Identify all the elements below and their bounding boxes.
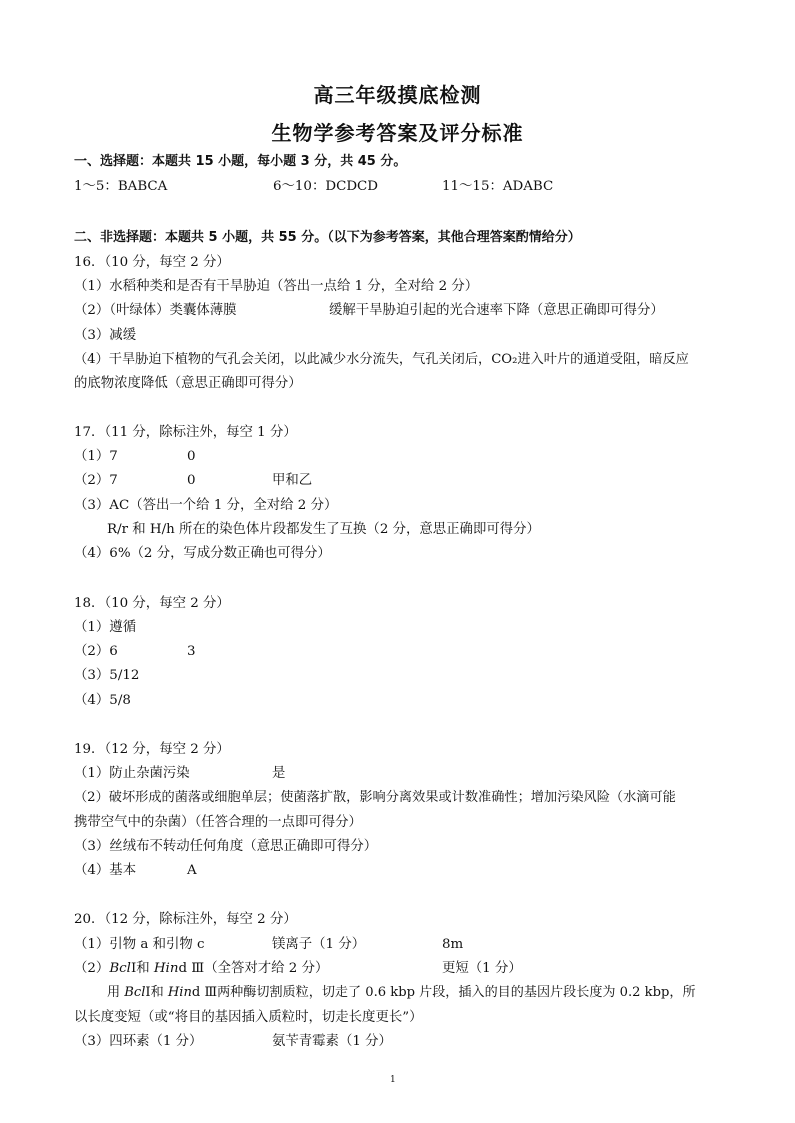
- q16-answer-4a: （4）干旱胁迫下植物的气孔会关闭，以此减少水分流失，气孔关闭后，CO₂进入叶片的通道受阻，暗反应: [74, 352, 689, 367]
- q19-answer-2b: 携带空气中的杂菌）（任答合理的一点即可得分）: [74, 815, 362, 830]
- q19-answer-1b: 是: [272, 766, 286, 781]
- q20-answer-1a: （1）引物 a 和引物 c: [74, 937, 205, 952]
- q19-answer-1a: （1）防止杂菌污染: [74, 766, 190, 781]
- q19-answer-4a: （4）基本: [74, 863, 137, 878]
- q18-answer-3: （3）5/12: [74, 668, 140, 683]
- q20-answer-3a: （3）四环素（1 分）: [74, 1034, 203, 1049]
- q20-answer-1c: 8m: [442, 937, 464, 952]
- q17-answer-4: （4）6%（2 分，写成分数正确也可得分）: [74, 546, 331, 561]
- q19-heading: 19．（12 分，每空 2 分）: [74, 742, 230, 757]
- q20-answer-2b: 更短（1 分）: [442, 961, 522, 976]
- q18-answer-2a: （2）6: [74, 644, 118, 659]
- q20-answer-2a: （2）BclⅠ和 Hind Ⅲ（全答对才给 2 分）: [74, 961, 329, 976]
- q20-answer-1b: 镁离子（1 分）: [272, 937, 366, 952]
- part2-heading: 二、非选择题：本题共 5 小题，共 55 分。（以下为参考答案，其他合理答案酌情给分）: [74, 230, 581, 245]
- q17-answer-3b: R/r 和 H/h 所在的染色体片段都发生了互换（2 分，意思正确即可得分）: [107, 522, 540, 537]
- q17-answer-2b: 0: [187, 473, 196, 488]
- q17-heading: 17．（11 分，除标注外，每空 1 分）: [74, 425, 297, 440]
- q16-answer-4b: 的底物浓度降低（意思正确即可得分）: [74, 376, 302, 391]
- answer-range-2: 6～10：DCDCD: [273, 179, 379, 194]
- q17-answer-1a: （1）7: [74, 449, 118, 464]
- q19-answer-3: （3）丝绒布不转动任何角度（意思正确即可得分）: [74, 839, 378, 854]
- q20-answer-2c: 用 BclⅠ和 Hind Ⅲ两种酶切割质粒，切走了 0.6 kbp 片段，插入的目的基因片段长度为 0.2 kbp，所: [107, 985, 696, 1000]
- q16-heading: 16．（10 分，每空 2 分）: [74, 255, 230, 270]
- q18-answer-2b: 3: [187, 644, 196, 659]
- q19-answer-2a: （2）破坏形成的菌落或细胞单层；使菌落扩散，影响分离效果或计数准确性；增加污染风险（水滴可能: [74, 790, 676, 805]
- q16-answer-2b: 缓解干旱胁迫引起的光合速率下降（意思正确即可得分）: [329, 303, 664, 318]
- q19-answer-4b: A: [187, 863, 197, 878]
- q17-answer-2c: 甲和乙: [272, 473, 313, 488]
- enzyme-bcl: Bcl: [109, 961, 131, 976]
- page-title: 高三年级摸底检测: [313, 83, 482, 107]
- q18-answer-1: （1）遵循: [74, 620, 137, 635]
- q17-answer-3a: （3）AC（答出一个给 1 分，全对给 2 分）: [74, 498, 338, 513]
- answer-range-3: 11～15：ADABC: [442, 179, 554, 194]
- page-number: 1: [390, 1075, 396, 1085]
- part1-heading: 一、选择题：本题共 15 小题，每小题 3 分，共 45 分。: [74, 154, 407, 169]
- q20-answer-2d: 以长度变短（或“将目的基因插入质粒时，切走长度更长”）: [74, 1010, 423, 1025]
- answer-range-1: 1～5：BABCA: [74, 179, 168, 194]
- q16-answer-1: （1）水稻种类和是否有干旱胁迫（答出一点给 1 分，全对给 2 分）: [74, 279, 479, 294]
- q18-answer-4: （4）5/8: [74, 693, 131, 708]
- q20-answer-3b: 氨苄青霉素（1 分）: [272, 1034, 392, 1049]
- q16-answer-3: （3）减缓: [74, 328, 137, 343]
- q17-answer-1b: 0: [187, 449, 196, 464]
- q17-answer-2a: （2）7: [74, 473, 118, 488]
- q20-heading: 20．（12 分，除标注外，每空 2 分）: [74, 912, 297, 927]
- page-subtitle: 生物学参考答案及评分标准: [271, 121, 524, 145]
- enzyme-hin: Hin: [153, 961, 179, 976]
- q16-answer-2a: （2）（叶绿体）类囊体薄膜: [74, 303, 237, 318]
- q18-heading: 18．（10 分，每空 2 分）: [74, 596, 230, 611]
